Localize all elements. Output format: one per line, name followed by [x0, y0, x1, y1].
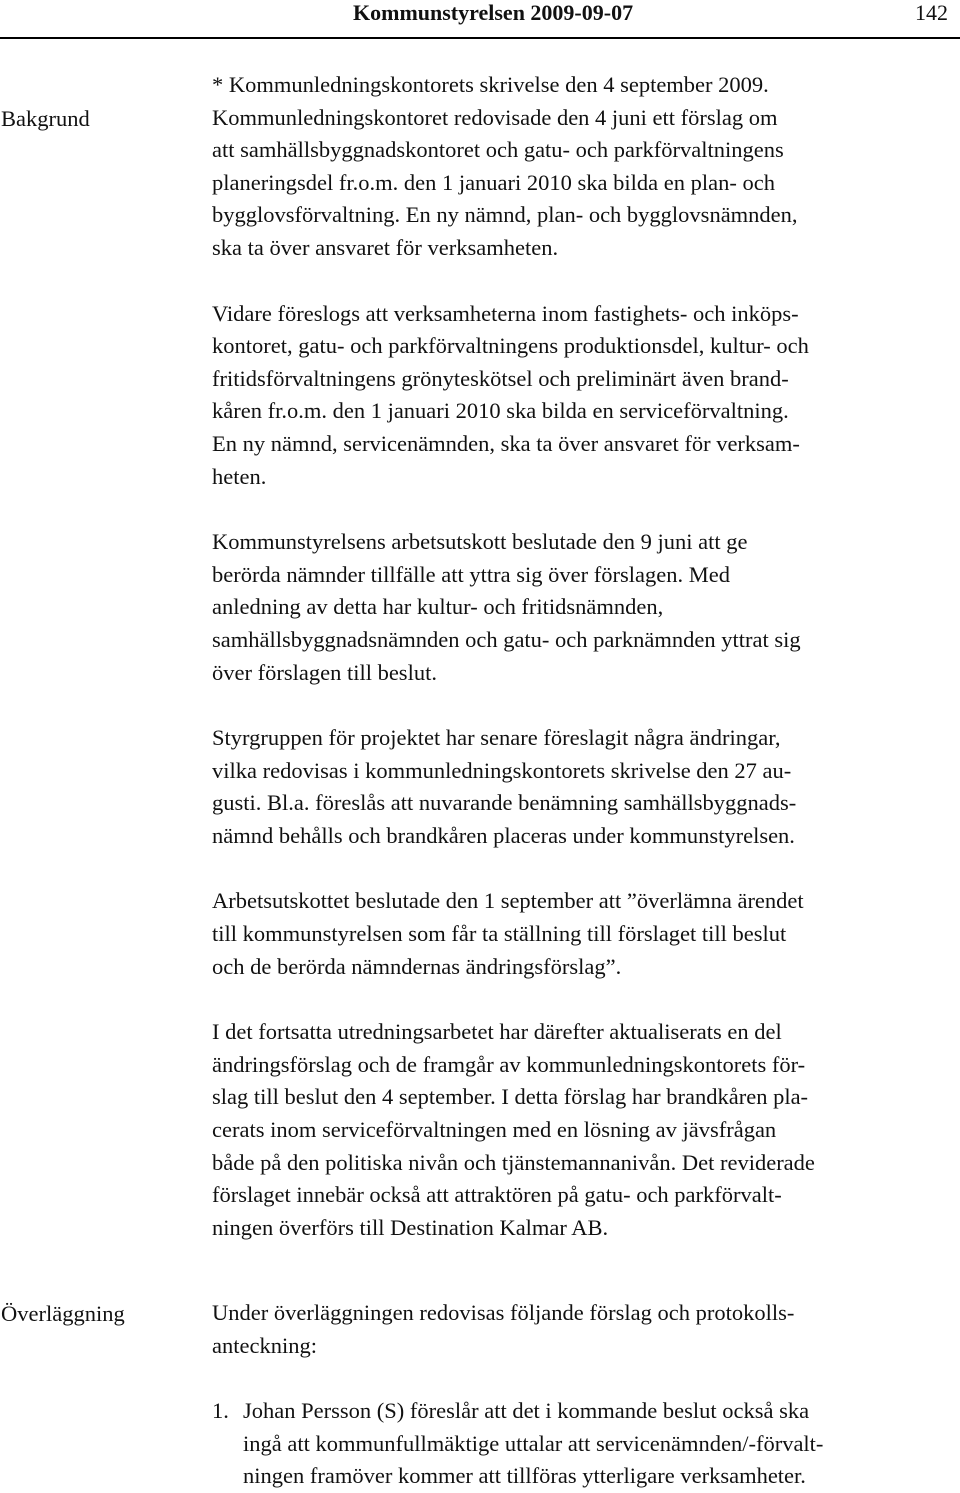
background-paragraph — [212, 722, 954, 852]
text-line: både på den politiska nivån och tjänstemannanivån. Det reviderade — [212, 1149, 815, 1175]
text-line: kåren fr.o.m. den 1 januari 2010 ska bilda en serviceförvaltning. — [212, 398, 789, 424]
text-line: kontoret, gatu- och parkförvaltningens produktionsdel, kultur- och — [212, 333, 809, 359]
text-line: ändringsförslag och de framgår av kommunledningskontorets för- — [212, 1051, 806, 1077]
background-paragraph — [212, 69, 954, 265]
background-paragraph — [212, 885, 954, 983]
text-line: till kommunstyrelsen som får ta ställning till förslaget till beslut — [212, 921, 787, 947]
text-line: gusti. Bl.a. föreslås att nuvarande benämning samhällsbyggnads- — [212, 790, 797, 816]
text-line: över förslagen till beslut. — [212, 659, 437, 685]
text-line: nämnd behålls och brandkåren placeras under kommunstyrelsen. — [212, 822, 795, 848]
text-line: samhällsbyggnadsnämnden och gatu- och parknämnden yttrat sig — [212, 626, 801, 652]
text-line: Kommunledningskontoret redovisade den 4 juni ett förslag om — [212, 104, 778, 130]
text-line: heten. — [212, 463, 267, 489]
background-paragraph — [212, 298, 954, 494]
text-line: Kommunstyrelsens arbetsutskott beslutade den 9 juni att ge — [212, 529, 748, 555]
text-line: Vidare föreslogs att verksamheterna inom fastighets- och inköps- — [212, 300, 799, 326]
text-line: anteckning: — [212, 1332, 317, 1358]
proposal-item — [212, 1395, 954, 1493]
header-divider — [0, 37, 960, 39]
text-line: En ny nämnd, servicenämnden, ska ta över ansvaret för verksam- — [212, 430, 800, 456]
text-line: berörda nämnder tillfälle att yttra sig över förslagen. Med — [212, 561, 730, 587]
text-line: Johan Persson (S) föreslår att det i kommande beslut också ska — [243, 1398, 810, 1424]
text-line: * Kommunledningskontorets skrivelse den 4 september 2009. — [212, 72, 769, 97]
text-line: anledning av detta har kultur- och fritidsnämnden, — [212, 594, 664, 620]
deliberation-section — [212, 1297, 954, 1493]
text-line: fritidsförvaltningens grönyteskötsel och preliminärt även brand- — [212, 365, 789, 391]
text-line: ningen framöver kommer att tillföras ytterligare verksamheter. — [243, 1463, 806, 1489]
text-line: bygglovsförvaltning. En ny nämnd, plan- och bygglovsnämnden, — [212, 202, 798, 228]
section-label-background: Bakgrund — [1, 106, 90, 131]
section-label-deliberation: Överläggning — [1, 1301, 125, 1326]
text-line: vilka redovisas i kommunledningskontorets skrivelse den 27 au- — [212, 757, 792, 783]
text-line: I det fortsatta utredningsarbetet har därefter aktualiserats en del — [212, 1019, 782, 1045]
text-line: att samhällsbyggnadskontoret och gatu- och parkförvaltningens — [212, 137, 784, 163]
proposal-number: 1. — [212, 1398, 229, 1424]
text-line: ningen överförs till Destination Kalmar AB. — [212, 1214, 609, 1240]
text-line: ska ta över ansvaret för verksamheten. — [212, 234, 559, 260]
text-line: slag till beslut den 4 september. I detta förslag har brandkåren pla- — [212, 1084, 809, 1110]
background-paragraph — [212, 526, 954, 689]
text-line: förslaget innebär också att attraktören på gatu- och parkförvalt- — [212, 1182, 782, 1208]
deliberation-intro — [212, 1297, 954, 1362]
background-paragraph — [212, 1016, 954, 1244]
text-line: cerats inom serviceförvaltningen med en lösning av jävsfrågan — [212, 1117, 777, 1143]
text-line: ingå att kommunfullmäktige uttalar att servicenämnden/-förvalt- — [243, 1430, 824, 1456]
page-header-title: Kommunstyrelsen 2009-09-07 — [353, 0, 634, 25]
text-line: Arbetsutskottet beslutade den 1 september att ”överlämna ärendet — [212, 888, 804, 914]
text-line: planeringsdel fr.o.m. den 1 januari 2010 ska bilda en plan- och — [212, 169, 775, 195]
text-line: och de berörda nämndernas ändringsförslag”. — [212, 953, 622, 979]
text-line: Under överläggningen redovisas följande förslag och protokolls- — [212, 1300, 795, 1325]
text-line: Styrgruppen för projektet har senare föreslagit några ändringar, — [212, 725, 781, 751]
background-section — [212, 69, 954, 1244]
page-number: 142 — [915, 0, 948, 25]
